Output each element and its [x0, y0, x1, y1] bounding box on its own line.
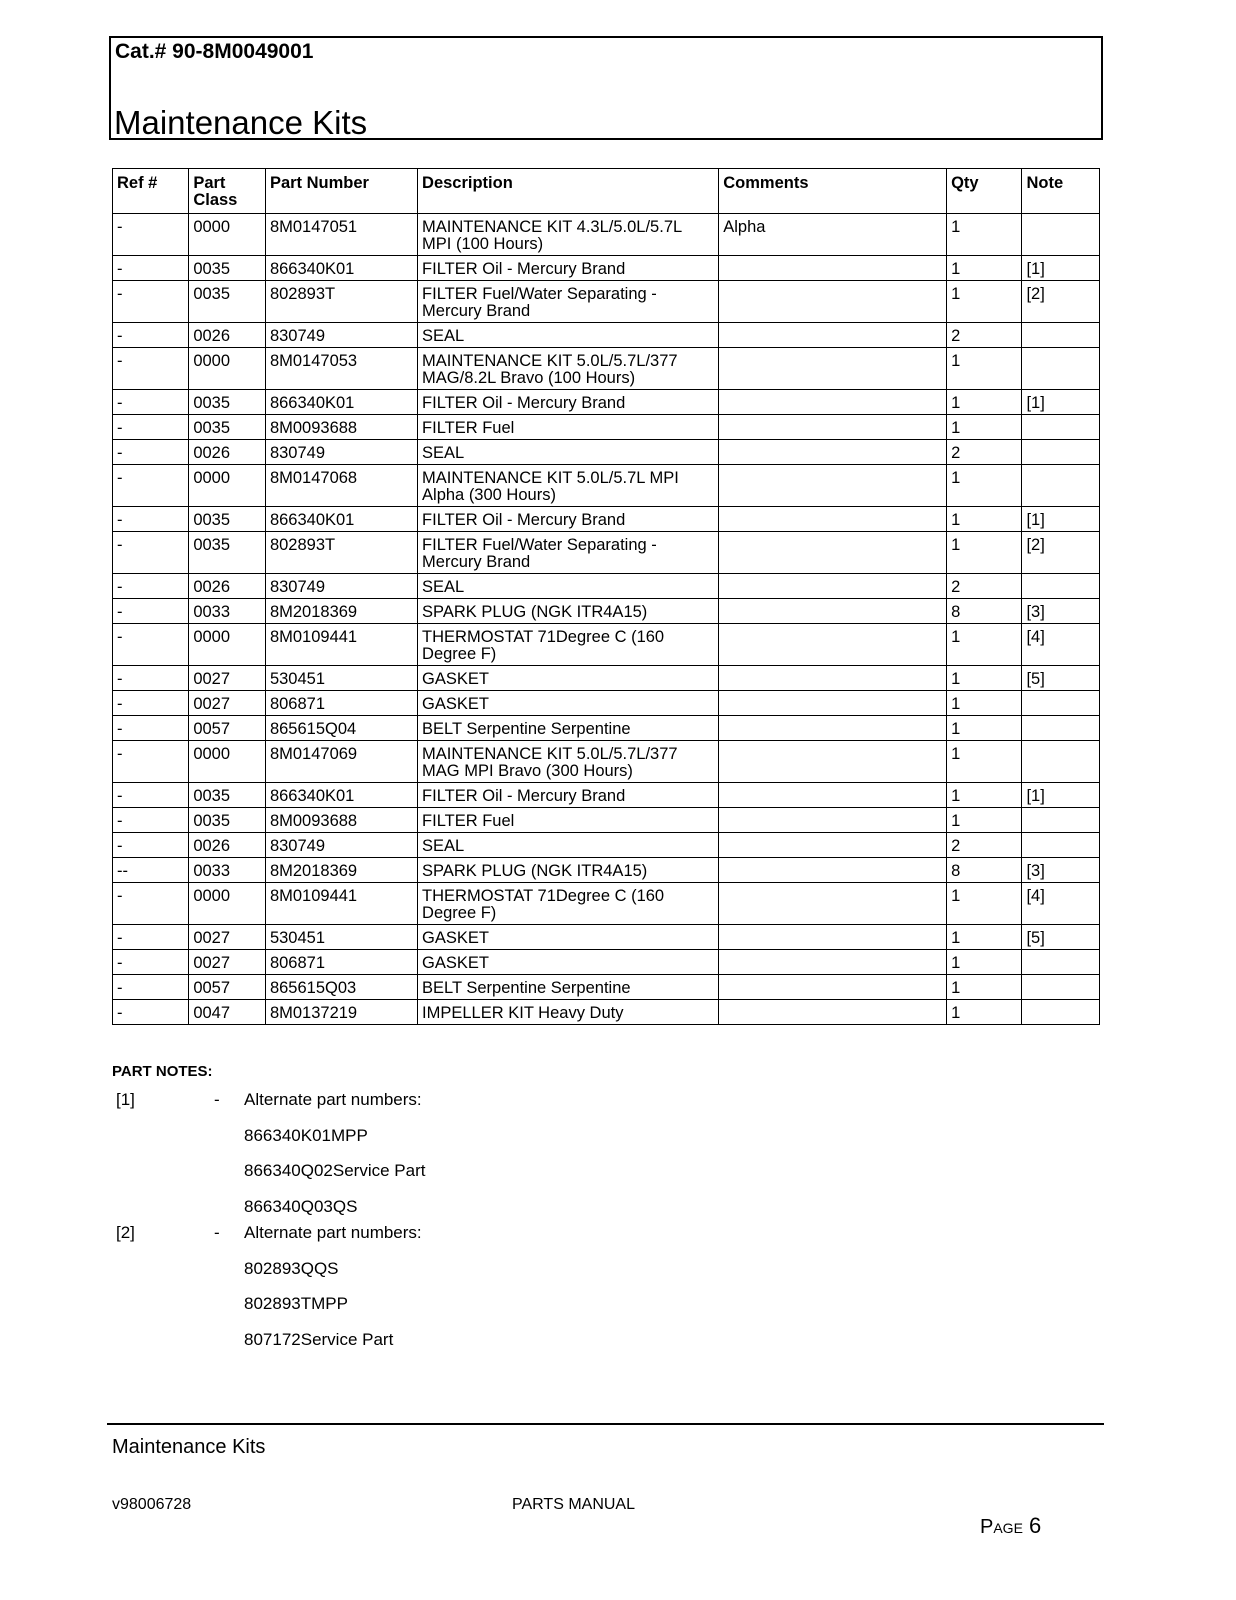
- table-row: [113, 323, 1100, 348]
- cell-part-class: 0027: [189, 925, 266, 950]
- cell-ref: -: [113, 716, 189, 741]
- cell-ref: -: [113, 532, 189, 574]
- cell-qty: 1: [947, 741, 1022, 783]
- cell-ref: -: [113, 415, 189, 440]
- cell-comments: [719, 925, 947, 950]
- cell-part-number: 866340K01: [265, 507, 417, 532]
- cell-ref: --: [113, 858, 189, 883]
- cell-description: BELT Serpentine Serpentine: [418, 716, 719, 741]
- table-row: [113, 574, 1100, 599]
- cell-ref: -: [113, 256, 189, 281]
- cell-qty: 1: [947, 691, 1022, 716]
- cell-note: [5]: [1022, 666, 1100, 691]
- cell-description: FILTER Oil - Mercury Brand: [418, 507, 719, 532]
- table-row: [113, 348, 1100, 390]
- cell-note: [1022, 741, 1100, 783]
- cell-comments: [719, 281, 947, 323]
- column-header-part-number: Part Number: [265, 169, 417, 214]
- cell-qty: 2: [947, 440, 1022, 465]
- cell-ref: -: [113, 783, 189, 808]
- cell-description: FILTER Oil - Mercury Brand: [418, 390, 719, 415]
- cell-note: [1022, 975, 1100, 1000]
- column-header-ref: Ref #: [113, 169, 189, 214]
- cell-part-class: 0000: [189, 465, 266, 507]
- footer-page: [980, 1513, 1041, 1539]
- cell-comments: [719, 833, 947, 858]
- cell-comments: [719, 507, 947, 532]
- cell-part-number: 866340K01: [265, 390, 417, 415]
- cell-comments: [719, 532, 947, 574]
- cell-part-number: 8M0109441: [265, 883, 417, 925]
- cell-note: [1022, 323, 1100, 348]
- part-note-lines: [244, 1090, 644, 1232]
- cell-comments: [719, 1000, 947, 1025]
- part-note-line: 866340Q03QS: [244, 1196, 358, 1216]
- cell-description: IMPELLER KIT Heavy Duty: [418, 1000, 719, 1025]
- cell-qty: 1: [947, 950, 1022, 975]
- table-row: [113, 666, 1100, 691]
- cell-qty: 2: [947, 833, 1022, 858]
- cell-qty: 1: [947, 666, 1022, 691]
- table-header-row: [113, 169, 1100, 214]
- cell-note: [1022, 950, 1100, 975]
- cell-part-number: 8M0147069: [265, 741, 417, 783]
- cell-qty: 2: [947, 323, 1022, 348]
- cell-note: [1022, 214, 1100, 256]
- cell-ref: -: [113, 1000, 189, 1025]
- table-row: [113, 256, 1100, 281]
- cell-qty: 1: [947, 883, 1022, 925]
- cell-comments: [719, 808, 947, 833]
- table-row: [113, 624, 1100, 666]
- cell-qty: 1: [947, 783, 1022, 808]
- cell-part-number: 8M0137219: [265, 1000, 417, 1025]
- cell-note: [2]: [1022, 532, 1100, 574]
- part-note-line: 866340K01MPP: [244, 1125, 368, 1145]
- cell-ref: -: [113, 323, 189, 348]
- cell-part-class: 0035: [189, 507, 266, 532]
- cell-ref: -: [113, 975, 189, 1000]
- cell-part-class: 0027: [189, 950, 266, 975]
- cell-part-number: 830749: [265, 833, 417, 858]
- cell-note: [1]: [1022, 390, 1100, 415]
- cell-comments: [719, 574, 947, 599]
- part-note-lines: [244, 1223, 644, 1365]
- cell-qty: 1: [947, 256, 1022, 281]
- cell-ref: -: [113, 666, 189, 691]
- cell-ref: -: [113, 950, 189, 975]
- footer-manual-label: PARTS MANUAL: [512, 1496, 635, 1513]
- cell-part-class: 0057: [189, 716, 266, 741]
- cell-part-number: 8M0147068: [265, 465, 417, 507]
- cell-part-class: 0027: [189, 691, 266, 716]
- cell-description: GASKET: [418, 691, 719, 716]
- cell-description: GASKET: [418, 925, 719, 950]
- cell-ref: -: [113, 833, 189, 858]
- table-row: [113, 1000, 1100, 1025]
- cell-qty: 1: [947, 415, 1022, 440]
- table-row: [113, 808, 1100, 833]
- cell-part-class: 0057: [189, 975, 266, 1000]
- cell-part-number: 802893T: [265, 281, 417, 323]
- part-note-line: 802893TMPP: [244, 1294, 348, 1313]
- table-row: [113, 783, 1100, 808]
- table-row: [113, 883, 1100, 925]
- cell-ref: -: [113, 390, 189, 415]
- cell-comments: Alpha: [719, 214, 947, 256]
- cell-part-class: 0026: [189, 833, 266, 858]
- part-note-ref: [1]: [116, 1090, 135, 1109]
- cell-comments: [719, 858, 947, 883]
- cell-description: SEAL: [418, 574, 719, 599]
- cell-part-number: 830749: [265, 440, 417, 465]
- column-header-part-class: [189, 169, 266, 214]
- cell-note: [1022, 833, 1100, 858]
- cell-qty: 1: [947, 214, 1022, 256]
- footer-divider: [107, 1423, 1104, 1425]
- part-note-line: 802893QQS: [244, 1258, 339, 1278]
- cell-part-number: 530451: [265, 666, 417, 691]
- part-note-line: 807172Service Part: [244, 1329, 394, 1349]
- cell-comments: [719, 323, 947, 348]
- table-row: [113, 716, 1100, 741]
- cell-qty: 1: [947, 808, 1022, 833]
- cell-ref: -: [113, 741, 189, 783]
- cell-comments: [719, 624, 947, 666]
- cell-part-number: 8M0147053: [265, 348, 417, 390]
- cell-comments: [719, 783, 947, 808]
- footer-section-title: Maintenance Kits: [112, 1436, 266, 1458]
- cell-qty: 8: [947, 858, 1022, 883]
- cell-qty: 1: [947, 716, 1022, 741]
- cell-part-number: 806871: [265, 691, 417, 716]
- cell-part-number: 8M2018369: [265, 599, 417, 624]
- cell-note: [1]: [1022, 783, 1100, 808]
- cell-part-class: 0033: [189, 599, 266, 624]
- cell-note: [3]: [1022, 858, 1100, 883]
- cell-comments: [719, 599, 947, 624]
- cell-note: [1022, 465, 1100, 507]
- cell-qty: 1: [947, 281, 1022, 323]
- cell-part-number: 8M2018369: [265, 858, 417, 883]
- cell-description: THERMOSTAT 71Degree C (160 Degree F): [418, 624, 719, 666]
- part-note-ref: [2]: [116, 1223, 135, 1242]
- cell-note: [1022, 574, 1100, 599]
- cell-part-class: 0033: [189, 858, 266, 883]
- cell-qty: 1: [947, 624, 1022, 666]
- cell-description: SPARK PLUG (NGK ITR4A15): [418, 858, 719, 883]
- cell-ref: -: [113, 348, 189, 390]
- column-header-description: Description: [418, 169, 719, 214]
- cell-comments: [719, 741, 947, 783]
- cell-comments: [719, 691, 947, 716]
- cell-ref: -: [113, 440, 189, 465]
- cell-description: FILTER Fuel: [418, 808, 719, 833]
- cell-comments: [719, 950, 947, 975]
- cell-note: [1022, 1000, 1100, 1025]
- cell-description: FILTER Fuel/Water Separating - Mercury Brand: [418, 532, 719, 574]
- part-note-line: Alternate part numbers:: [244, 1223, 422, 1242]
- cell-description: SEAL: [418, 833, 719, 858]
- cell-qty: 1: [947, 507, 1022, 532]
- cell-ref: -: [113, 599, 189, 624]
- cell-part-class: 0035: [189, 808, 266, 833]
- cell-description: FILTER Oil - Mercury Brand: [418, 256, 719, 281]
- table-row: [113, 925, 1100, 950]
- cell-description: MAINTENANCE KIT 5.0L/5.7L/377 MAG/8.2L Bravo (100 Hours): [418, 348, 719, 390]
- cell-qty: 1: [947, 348, 1022, 390]
- footer-version: v98006728: [112, 1496, 192, 1513]
- parts-table-body: [113, 214, 1100, 1025]
- cell-part-number: 530451: [265, 925, 417, 950]
- table-row: [113, 858, 1100, 883]
- cell-part-class: 0027: [189, 666, 266, 691]
- table-row: [113, 833, 1100, 858]
- table-row: [113, 975, 1100, 1000]
- cell-part-class: 0035: [189, 415, 266, 440]
- cell-note: [1]: [1022, 507, 1100, 532]
- cell-note: [1022, 348, 1100, 390]
- cell-comments: [719, 716, 947, 741]
- cell-description: SPARK PLUG (NGK ITR4A15): [418, 599, 719, 624]
- part-note-dash: -: [214, 1090, 220, 1109]
- table-row: [113, 465, 1100, 507]
- cell-part-class: 0035: [189, 256, 266, 281]
- column-header-comments: Comments: [719, 169, 947, 214]
- cell-ref: -: [113, 214, 189, 256]
- cell-comments: [719, 415, 947, 440]
- cell-part-class: 0035: [189, 390, 266, 415]
- cell-qty: 1: [947, 465, 1022, 507]
- cell-part-class: 0047: [189, 1000, 266, 1025]
- cell-part-number: 865615Q03: [265, 975, 417, 1000]
- parts-table: [112, 168, 1100, 1025]
- cell-part-class: 0026: [189, 440, 266, 465]
- cell-comments: [719, 666, 947, 691]
- cell-note: [1022, 440, 1100, 465]
- table-row: [113, 741, 1100, 783]
- cell-note: [4]: [1022, 624, 1100, 666]
- cell-description: GASKET: [418, 666, 719, 691]
- cell-qty: 8: [947, 599, 1022, 624]
- cell-description: BELT Serpentine Serpentine: [418, 975, 719, 1000]
- part-note-line: Alternate part numbers:: [244, 1090, 422, 1109]
- cell-note: [1022, 716, 1100, 741]
- cell-part-class: 0000: [189, 883, 266, 925]
- cell-description: THERMOSTAT 71Degree C (160 Degree F): [418, 883, 719, 925]
- cell-part-number: 866340K01: [265, 783, 417, 808]
- part-notes-title: PART NOTES:: [112, 1063, 213, 1080]
- cell-part-number: 830749: [265, 574, 417, 599]
- cell-qty: 1: [947, 1000, 1022, 1025]
- cell-part-number: 8M0147051: [265, 214, 417, 256]
- cell-description: FILTER Fuel/Water Separating - Mercury Brand: [418, 281, 719, 323]
- cell-part-number: 8M0093688: [265, 808, 417, 833]
- table-row: [113, 390, 1100, 415]
- cell-ref: -: [113, 925, 189, 950]
- table-row: [113, 214, 1100, 256]
- table-row: [113, 532, 1100, 574]
- cell-comments: [719, 348, 947, 390]
- cell-part-class: 0026: [189, 323, 266, 348]
- cell-qty: 2: [947, 574, 1022, 599]
- table-row: [113, 950, 1100, 975]
- cell-description: SEAL: [418, 323, 719, 348]
- cell-part-class: 0000: [189, 741, 266, 783]
- table-row: [113, 691, 1100, 716]
- cell-comments: [719, 390, 947, 415]
- part-class-header-label: Part Class: [193, 174, 238, 209]
- cell-ref: -: [113, 281, 189, 323]
- cell-note: [3]: [1022, 599, 1100, 624]
- cell-part-number: 865615Q04: [265, 716, 417, 741]
- catalog-number: Cat.# 90-8M0049001: [115, 40, 314, 63]
- cell-qty: 1: [947, 390, 1022, 415]
- cell-comments: [719, 256, 947, 281]
- cell-description: MAINTENANCE KIT 5.0L/5.7L/377 MAG MPI Bravo (300 Hours): [418, 741, 719, 783]
- table-row: [113, 507, 1100, 532]
- cell-comments: [719, 465, 947, 507]
- cell-part-number: 806871: [265, 950, 417, 975]
- cell-part-number: 866340K01: [265, 256, 417, 281]
- part-note-dash: -: [214, 1223, 220, 1242]
- page-label: Page: [980, 1516, 1023, 1538]
- cell-qty: 1: [947, 975, 1022, 1000]
- page-title: Maintenance Kits: [114, 104, 368, 141]
- cell-part-number: 802893T: [265, 532, 417, 574]
- cell-comments: [719, 975, 947, 1000]
- cell-description: MAINTENANCE KIT 5.0L/5.7L MPI Alpha (300 Hours): [418, 465, 719, 507]
- cell-part-class: 0035: [189, 783, 266, 808]
- cell-description: MAINTENANCE KIT 4.3L/5.0L/5.7L MPI (100 Hours): [418, 214, 719, 256]
- cell-note: [4]: [1022, 883, 1100, 925]
- cell-note: [5]: [1022, 925, 1100, 950]
- header-box: [109, 36, 1103, 140]
- cell-note: [1022, 415, 1100, 440]
- cell-ref: -: [113, 883, 189, 925]
- cell-part-class: 0035: [189, 532, 266, 574]
- cell-qty: 1: [947, 925, 1022, 950]
- table-row: [113, 415, 1100, 440]
- table-row: [113, 599, 1100, 624]
- cell-part-class: 0026: [189, 574, 266, 599]
- cell-part-class: 0000: [189, 214, 266, 256]
- cell-part-class: 0035: [189, 281, 266, 323]
- cell-note: [1022, 808, 1100, 833]
- cell-ref: -: [113, 624, 189, 666]
- cell-part-class: 0000: [189, 348, 266, 390]
- table-row: [113, 440, 1100, 465]
- cell-qty: 1: [947, 532, 1022, 574]
- cell-ref: -: [113, 691, 189, 716]
- cell-description: GASKET: [418, 950, 719, 975]
- page-number: 6: [1029, 1513, 1042, 1538]
- cell-comments: [719, 883, 947, 925]
- table-row: [113, 281, 1100, 323]
- column-header-qty: Qty: [947, 169, 1022, 214]
- cell-ref: -: [113, 808, 189, 833]
- cell-description: FILTER Fuel: [418, 415, 719, 440]
- cell-note: [1022, 691, 1100, 716]
- cell-part-number: 830749: [265, 323, 417, 348]
- cell-note: [2]: [1022, 281, 1100, 323]
- cell-description: SEAL: [418, 440, 719, 465]
- cell-description: FILTER Oil - Mercury Brand: [418, 783, 719, 808]
- cell-part-class: 0000: [189, 624, 266, 666]
- column-header-note: Note: [1022, 169, 1100, 214]
- cell-ref: -: [113, 574, 189, 599]
- cell-comments: [719, 440, 947, 465]
- cell-note: [1]: [1022, 256, 1100, 281]
- part-note-line: 866340Q02Service Part: [244, 1161, 426, 1180]
- cell-ref: -: [113, 465, 189, 507]
- cell-ref: -: [113, 507, 189, 532]
- cell-part-number: 8M0109441: [265, 624, 417, 666]
- cell-part-number: 8M0093688: [265, 415, 417, 440]
